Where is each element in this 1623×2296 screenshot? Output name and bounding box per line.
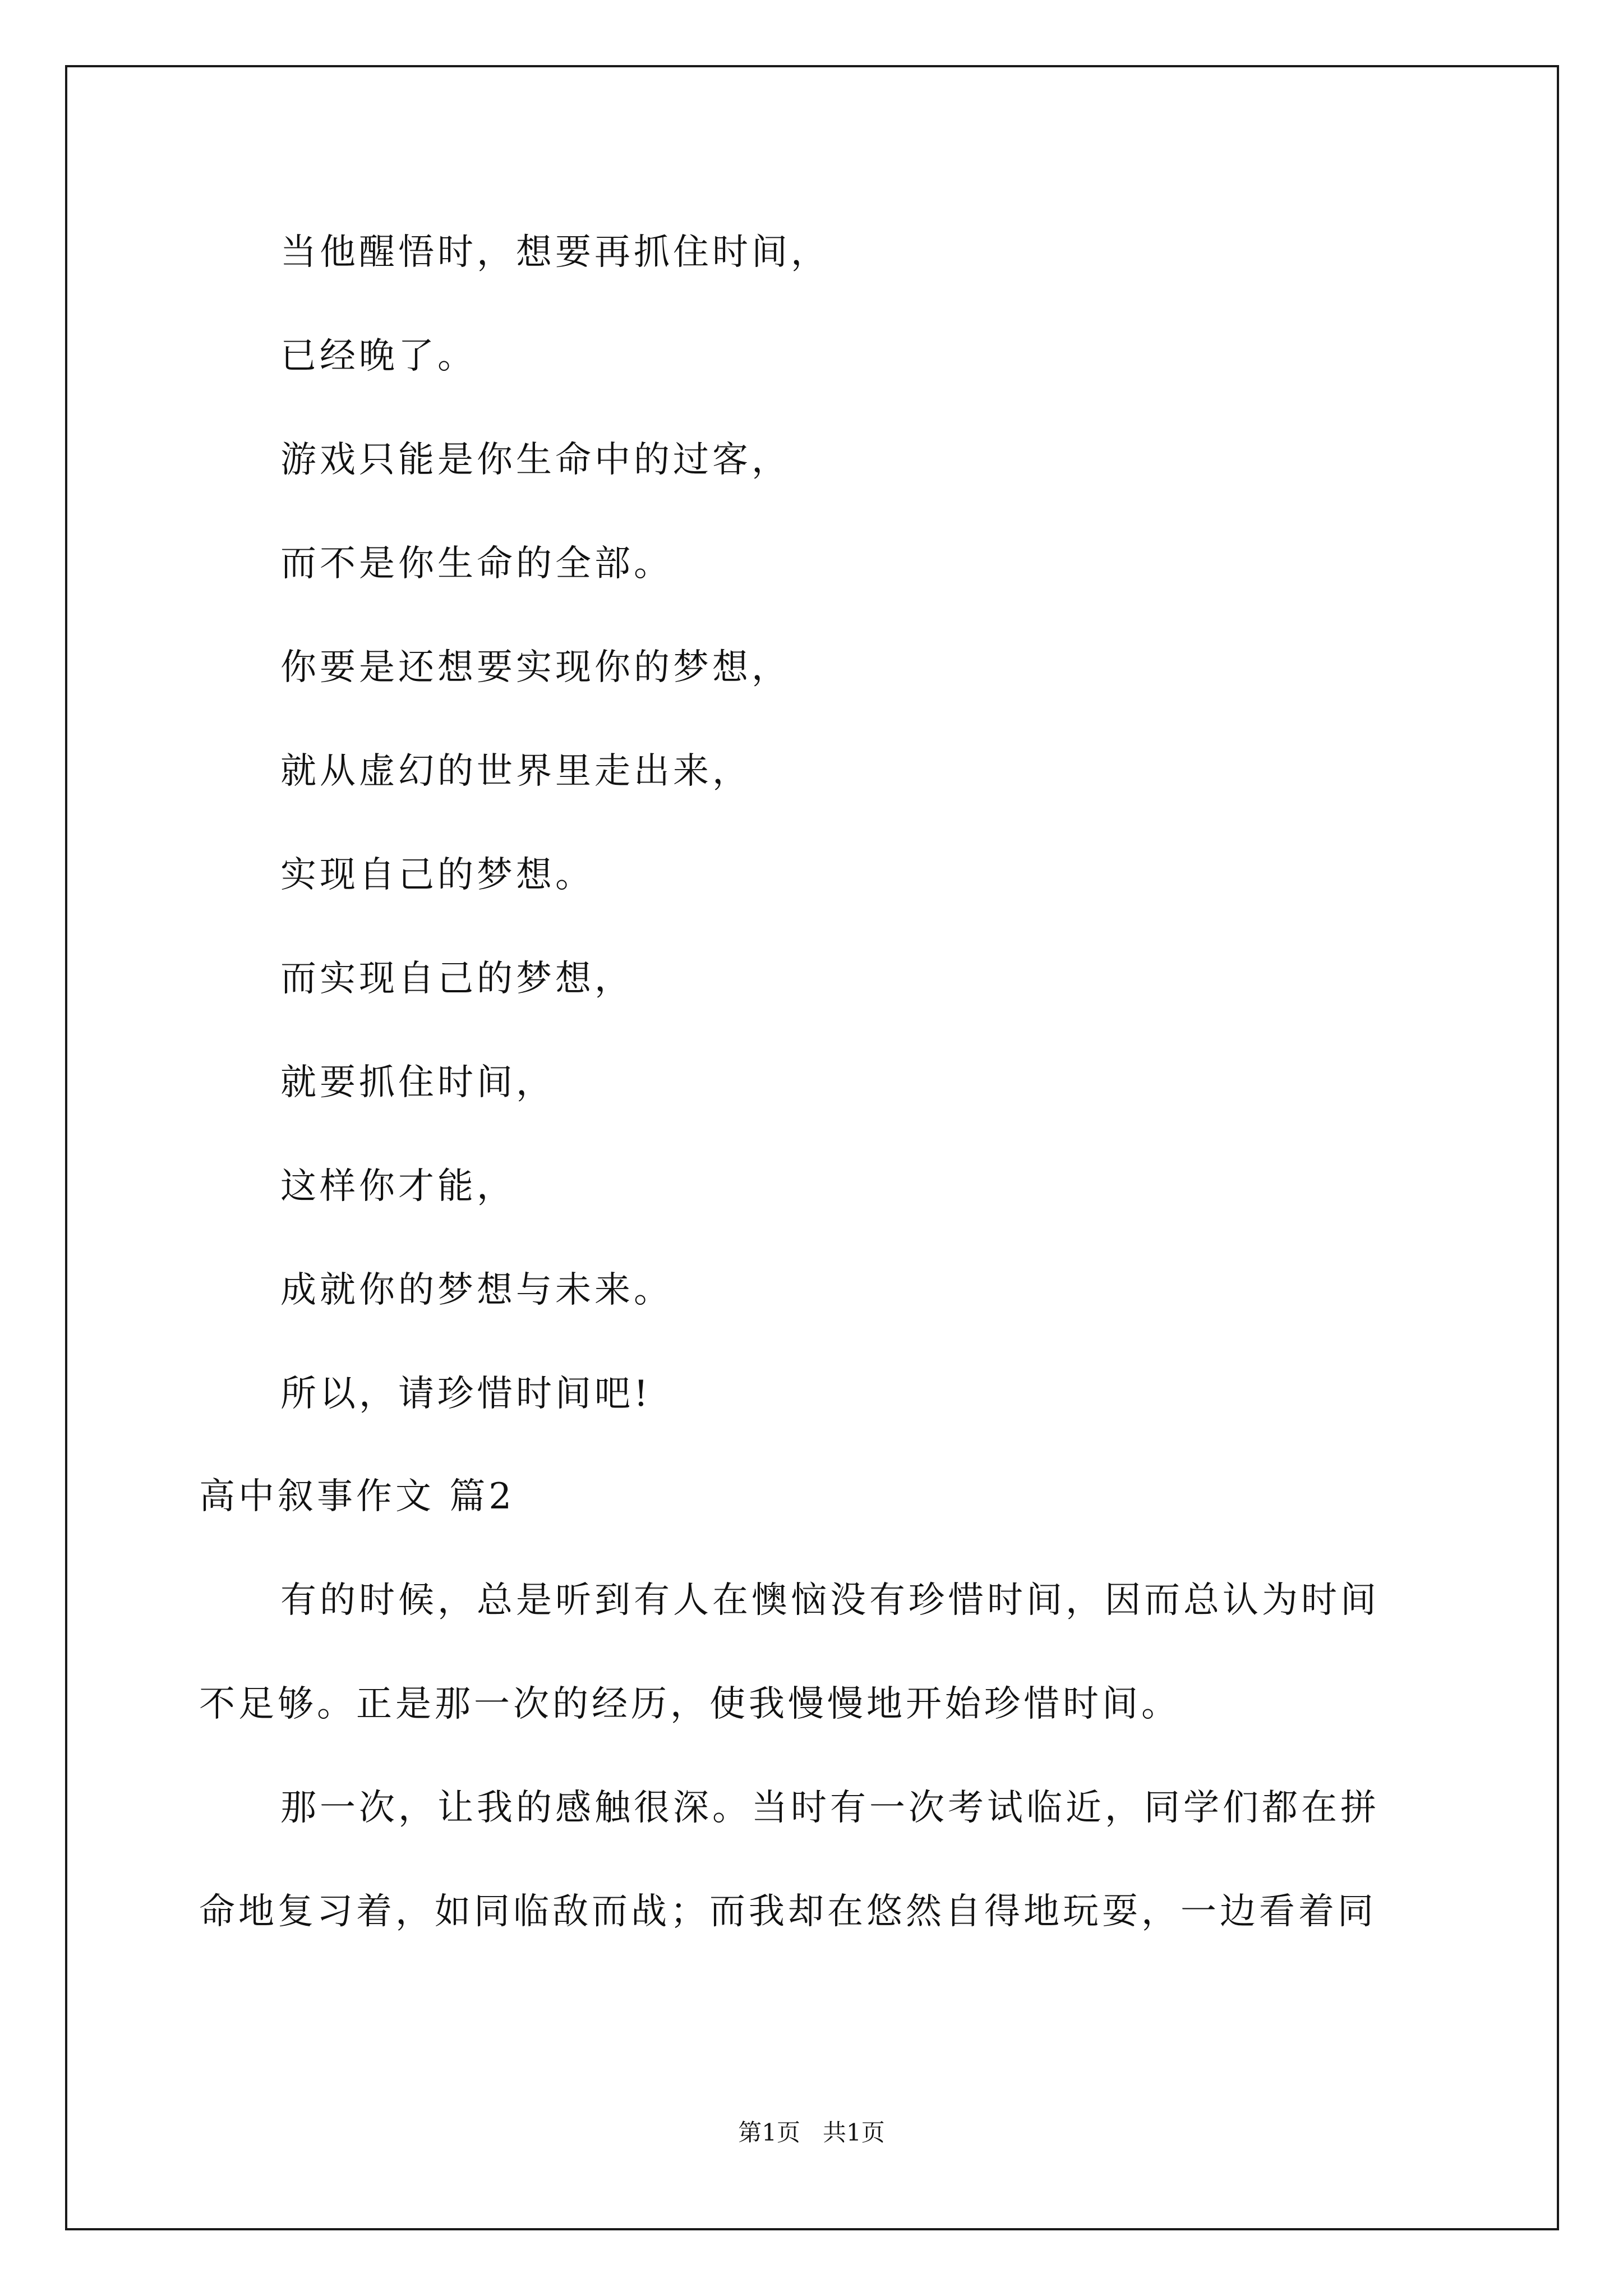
text-line: 这样你才能， (280, 1166, 516, 1207)
text-line: 所以，请珍惜时间吧! (280, 1373, 652, 1415)
text-line: 就从虚幻的世界里走出来， (280, 751, 751, 792)
paragraph-line: 不足够。正是那一次的经历，使我慢慢地开始珍惜时间。 (199, 1683, 1181, 1725)
page-footer: 第1页 共1页 (738, 2119, 885, 2146)
text-line: 你要是还想要实现你的梦想， (280, 647, 791, 688)
paragraph-line: 有的时候，总是听到有人在懊恼没有珍惜时间，因而总认为时间 (280, 1580, 1380, 1621)
text-line: 游戏只能是你生命中的过客， (280, 439, 791, 481)
text-line: 已经晚了。 (280, 335, 477, 377)
section-heading: 高中叙事作文 篇2 (199, 1476, 515, 1517)
text-line: 而实现自己的梦想， (280, 958, 634, 1000)
text-line: 当他醒悟时，想要再抓住时间， (280, 232, 830, 273)
paragraph-line: 那一次，让我的感触很深。当时有一次考试临近，同学们都在拼 (280, 1787, 1380, 1829)
paragraph-line: 命地复习着，如同临敌而战；而我却在悠然自得地玩耍，一边看着同 (199, 1891, 1377, 1932)
text-line: 就要抓住时间， (280, 1062, 555, 1103)
text-line: 实现自己的梦想。 (280, 854, 594, 896)
text-line: 成就你的梦想与未来。 (280, 1269, 673, 1311)
text-line: 而不是你生命的全部。 (280, 543, 673, 585)
